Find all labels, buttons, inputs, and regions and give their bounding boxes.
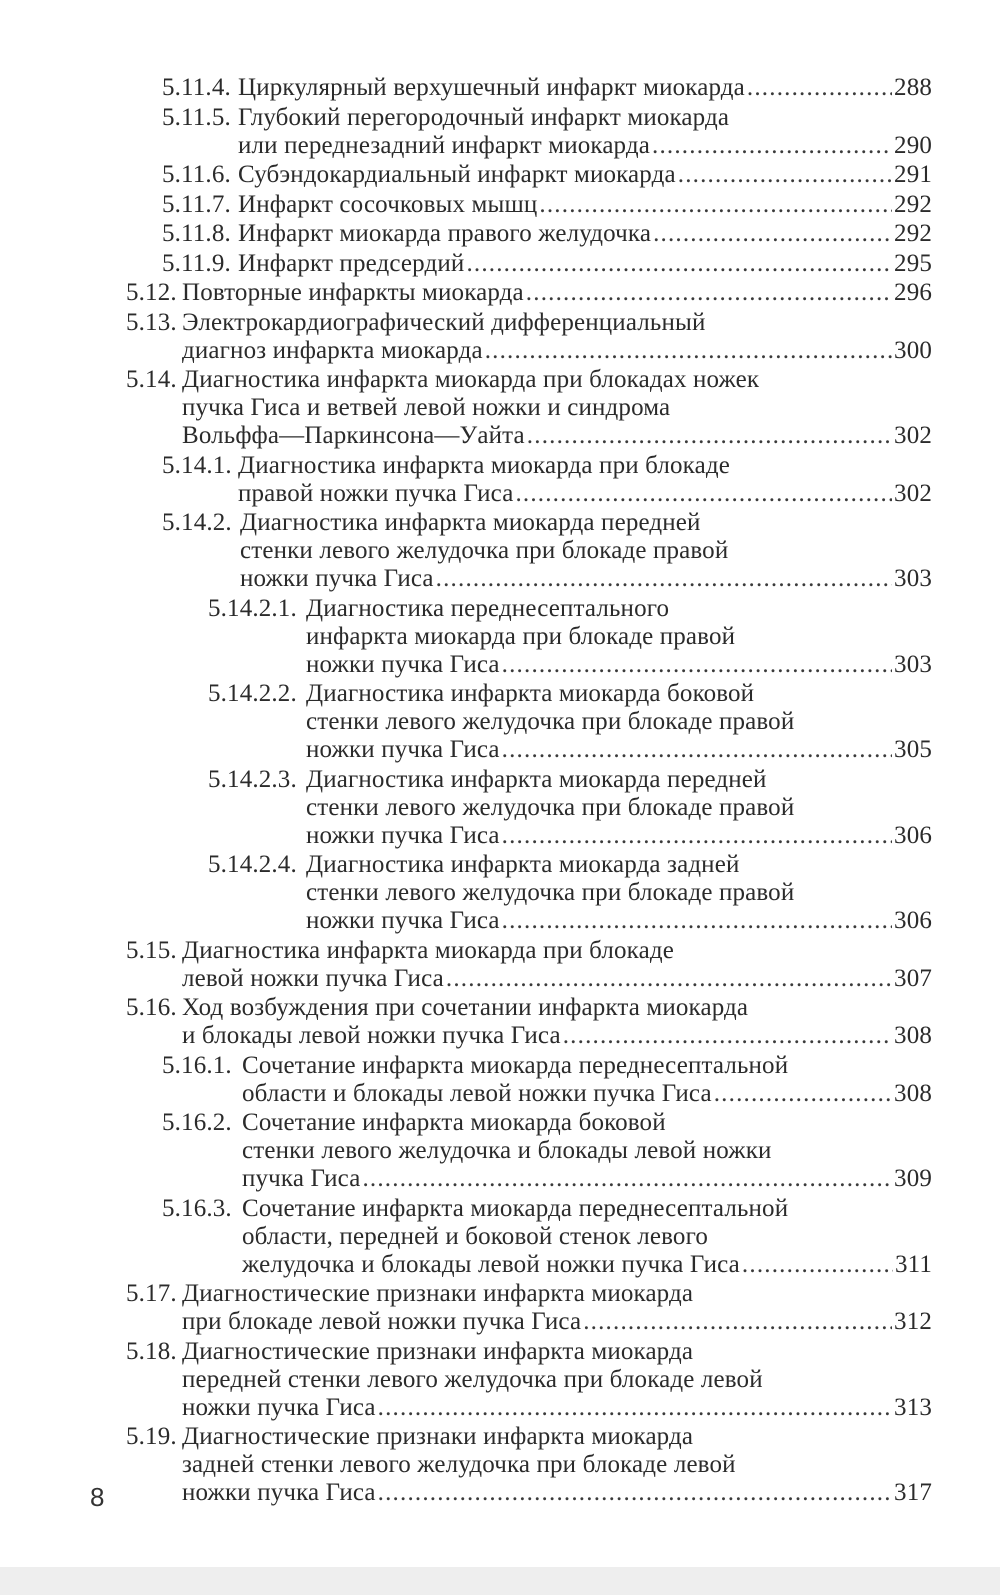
toc-entry-page: 300 — [894, 336, 932, 364]
toc-entry-title-line: Ход возбуждения при сочетании инфаркта миокарда — [182, 994, 749, 1021]
toc-entry-page: 308 — [894, 1079, 932, 1107]
dot-leader — [502, 736, 892, 764]
toc-entry-page: 306 — [894, 821, 932, 849]
toc-entry[interactable] — [0, 366, 1000, 450]
toc-entry[interactable] — [0, 74, 1000, 102]
toc-entry-number: 5.14.2.2. — [208, 680, 297, 707]
dot-leader — [502, 822, 892, 850]
toc-entry-title-line: задней стенки левого желудочка при блокаде левой — [182, 1451, 736, 1478]
toc-entry-title-line: Диагностика инфаркта миокарда при блокаде — [238, 451, 730, 479]
dot-leader — [378, 1394, 892, 1422]
toc-entry-title-line: ножки пучка Гиса — [306, 736, 500, 763]
toc-entry-title-line: ножки пучка Гиса — [306, 907, 500, 934]
toc-entry-title-line: Сочетание инфаркта миокарда переднесептальной — [242, 1194, 789, 1222]
toc-entry-title-line: Инфаркт миокарда правого желудочка — [238, 220, 652, 247]
toc-entry-title-line: области и блокады левой ножки пучка Гиса — [242, 1079, 712, 1107]
toc-entry-number: 5.11.6. — [162, 161, 231, 188]
toc-entry-title-line: Диагностические признаки инфаркта миокарда — [182, 1280, 694, 1307]
toc-entry-title-line: Диагностика инфаркта миокарда при блокадах ножек — [182, 366, 760, 393]
dot-leader — [466, 250, 892, 278]
toc-entry-number: 5.14.2.3. — [208, 765, 297, 793]
toc-entry-number: 5.16. — [126, 994, 177, 1021]
toc-entry-page: 303 — [894, 565, 932, 592]
toc-entry-page: 312 — [894, 1308, 932, 1335]
toc-entry-number: 5.14.1. — [162, 451, 232, 479]
dot-leader — [362, 1165, 892, 1193]
toc-entry-title-line: ножки пучка Гиса — [306, 821, 500, 849]
dot-leader — [446, 965, 892, 993]
toc-entry-title-line: Диагностические признаки инфаркта миокарда — [182, 1423, 694, 1450]
toc-entry-title-line: Циркулярный верхушечный инфаркт миокарда — [238, 74, 745, 101]
dot-leader — [378, 1479, 892, 1507]
dot-leader — [714, 1080, 892, 1108]
dot-leader — [502, 651, 892, 679]
toc-entry-number: 5.11.4. — [162, 74, 231, 101]
toc-entry-title-line: стенки левого желудочка при блокаде правой — [306, 793, 795, 821]
toc-entry[interactable] — [0, 1109, 1000, 1193]
toc-entry-title-line: пучка Гиса и ветвей левой ножки и синдрома — [182, 394, 671, 421]
toc-entry-title-line: Электрокардиографический дифференциальный — [182, 308, 706, 336]
toc-entry-page: 302 — [894, 479, 932, 507]
toc-entry-number: 5.11.7. — [162, 190, 231, 218]
toc-entry[interactable] — [0, 595, 1000, 679]
toc-entry-title-line: Субэндокардиальный инфаркт миокарда — [238, 161, 676, 188]
toc-entry-number: 5.19. — [126, 1423, 177, 1450]
toc-entry-title-line: инфаркта миокарда при блокаде правой — [306, 622, 736, 650]
toc-entry[interactable] — [0, 1338, 1000, 1422]
toc-entry-number: 5.16.1. — [162, 1051, 232, 1079]
toc-entry-number: 5.15. — [126, 936, 177, 964]
toc-entry-page: 302 — [894, 422, 932, 449]
toc-entry[interactable] — [0, 104, 1000, 160]
toc-entry-number: 5.11.8. — [162, 220, 231, 247]
toc-entry-title-line: Глубокий перегородочный инфаркт миокарда — [238, 103, 730, 131]
toc-entry-title-line: Инфаркт сосочковых мышц — [238, 190, 538, 218]
toc-entry[interactable] — [0, 452, 1000, 508]
toc-entry-title-line: Диагностика инфаркта миокарда передней — [306, 765, 767, 793]
dot-leader — [502, 907, 892, 935]
toc-entry-number: 5.17. — [126, 1280, 177, 1307]
toc-entry-number: 5.11.9. — [162, 249, 231, 277]
toc-entry[interactable] — [0, 509, 1000, 593]
toc-entry-page: 295 — [894, 249, 932, 277]
toc-entry-title-line: левой ножки пучка Гиса — [182, 964, 444, 992]
dot-leader — [653, 220, 892, 248]
toc-entry[interactable] — [0, 1195, 1000, 1279]
toc-entry-page: 307 — [894, 964, 932, 992]
dot-leader — [526, 279, 892, 307]
toc-entry-title-line: Вольффа—Паркинсона—Уайта — [182, 422, 525, 449]
toc-entry-title-line: пучка Гиса — [242, 1165, 361, 1192]
toc-entry[interactable] — [0, 279, 1000, 307]
toc-entry-title-line: ножки пучка Гиса — [182, 1393, 376, 1421]
dot-leader — [527, 422, 892, 450]
toc-entry-number: 5.12. — [126, 279, 177, 306]
toc-entry-title-line: Инфаркт предсердий — [238, 249, 465, 277]
toc-entry-title-line: Диагностика инфаркта миокарда при блокаде — [182, 936, 674, 964]
toc-entry-title-line: Диагностические признаки инфаркта миокарда — [182, 1337, 694, 1365]
dot-leader — [742, 1251, 893, 1279]
toc-entry-title-line: Диагностика инфаркта миокарда задней — [306, 851, 740, 878]
toc-entry-page: 290 — [894, 131, 932, 159]
dot-leader — [436, 565, 892, 593]
toc-entry-page: 288 — [894, 74, 932, 101]
dot-leader — [485, 337, 892, 365]
toc-entry[interactable] — [0, 994, 1000, 1050]
toc-entry-number: 5.11.5. — [162, 103, 231, 131]
toc-entry-title-line: стенки левого желудочка при блокаде правой — [306, 708, 795, 735]
toc-entry[interactable] — [0, 680, 1000, 764]
toc-entry-title-line: диагноз инфаркта миокарда — [182, 336, 483, 364]
toc-entry[interactable] — [0, 250, 1000, 278]
toc-entry-title-line: передней стенки левого желудочка при блокаде левой — [182, 1365, 763, 1393]
toc-entry[interactable] — [0, 220, 1000, 248]
toc-entry[interactable] — [0, 161, 1000, 189]
toc-entry-title-line: ножки пучка Гиса — [240, 565, 434, 592]
toc-entry-page: 317 — [894, 1479, 932, 1506]
toc-entry[interactable] — [0, 937, 1000, 993]
toc-entry-page: 313 — [894, 1393, 932, 1421]
toc-entry-title-line: стенки левого желудочка и блокады левой ножки — [242, 1137, 772, 1164]
toc-entry-number: 5.16.3. — [162, 1194, 232, 1222]
toc-entry[interactable] — [0, 766, 1000, 850]
toc-entry-page: 291 — [894, 161, 932, 188]
toc-entry[interactable] — [0, 1280, 1000, 1336]
toc-entry-title-line: или переднезадний инфаркт миокарда — [238, 131, 650, 159]
dot-leader — [583, 1308, 892, 1336]
toc-entry-page: 292 — [894, 220, 932, 247]
dot-leader — [563, 1022, 892, 1050]
toc-entry[interactable] — [0, 1052, 1000, 1108]
toc-entry-page: 309 — [894, 1165, 932, 1192]
toc-entry-title-line: Сочетание инфаркта миокарда переднесептальной — [242, 1051, 789, 1079]
dot-leader — [652, 132, 892, 160]
toc-entry[interactable] — [0, 851, 1000, 935]
toc-entry-title-line: стенки левого желудочка при блокаде правой — [240, 537, 729, 564]
toc-entry-title-line: Сочетание инфаркта миокарда боковой — [242, 1109, 666, 1136]
toc-entry[interactable] — [0, 191, 1000, 219]
toc-entry-page: 292 — [894, 190, 932, 218]
toc-entry-title-line: при блокаде левой ножки пучка Гиса — [182, 1308, 582, 1335]
toc-entry-number: 5.18. — [126, 1337, 177, 1365]
toc-entry-page: 308 — [894, 1022, 932, 1049]
toc-entry-number: 5.14.2.1. — [208, 594, 297, 622]
toc-entry-number: 5.13. — [126, 308, 177, 336]
page-number: 8 — [90, 1482, 105, 1512]
toc-entry-title-line: Повторные инфаркты миокарда — [182, 279, 524, 306]
toc-entry-number: 5.14.2.4. — [208, 851, 297, 878]
table-of-contents — [0, 74, 1000, 1509]
toc-entry-title-line: и блокады левой ножки пучка Гиса — [182, 1022, 561, 1049]
toc-entry-title-line: Диагностика переднесептального — [306, 594, 670, 622]
toc-entry-title-line: области, передней и боковой стенок левого — [242, 1222, 709, 1250]
toc-entry-number: 5.14.2. — [162, 509, 232, 536]
dot-leader — [678, 161, 892, 189]
dot-leader — [747, 74, 892, 102]
toc-entry-number: 5.16.2. — [162, 1109, 232, 1136]
toc-entry-title-line: правой ножки пучка Гиса — [238, 479, 514, 507]
toc-entry-title-line: ножки пучка Гиса — [306, 650, 500, 678]
toc-entry[interactable] — [0, 309, 1000, 365]
toc-entry-title-line: Диагностика инфаркта миокарда боковой — [306, 680, 755, 707]
toc-entry-page: 306 — [894, 907, 932, 934]
toc-entry-page: 303 — [894, 650, 932, 678]
dot-leader — [515, 480, 892, 508]
toc-entry-page: 296 — [894, 279, 932, 306]
toc-entry-number: 5.14. — [126, 366, 177, 393]
toc-entry-title-line: стенки левого желудочка при блокаде правой — [306, 879, 795, 906]
toc-entry-title-line: желудочка и блокады левой ножки пучка Гиса — [242, 1250, 740, 1278]
dot-leader — [539, 191, 892, 219]
toc-entry-title-line: ножки пучка Гиса — [182, 1479, 376, 1506]
toc-entry[interactable] — [0, 1423, 1000, 1507]
toc-entry-page: 311 — [894, 1250, 932, 1278]
toc-entry-page: 305 — [894, 736, 932, 763]
toc-entry-title-line: Диагностика инфаркта миокарда передней — [240, 509, 701, 536]
